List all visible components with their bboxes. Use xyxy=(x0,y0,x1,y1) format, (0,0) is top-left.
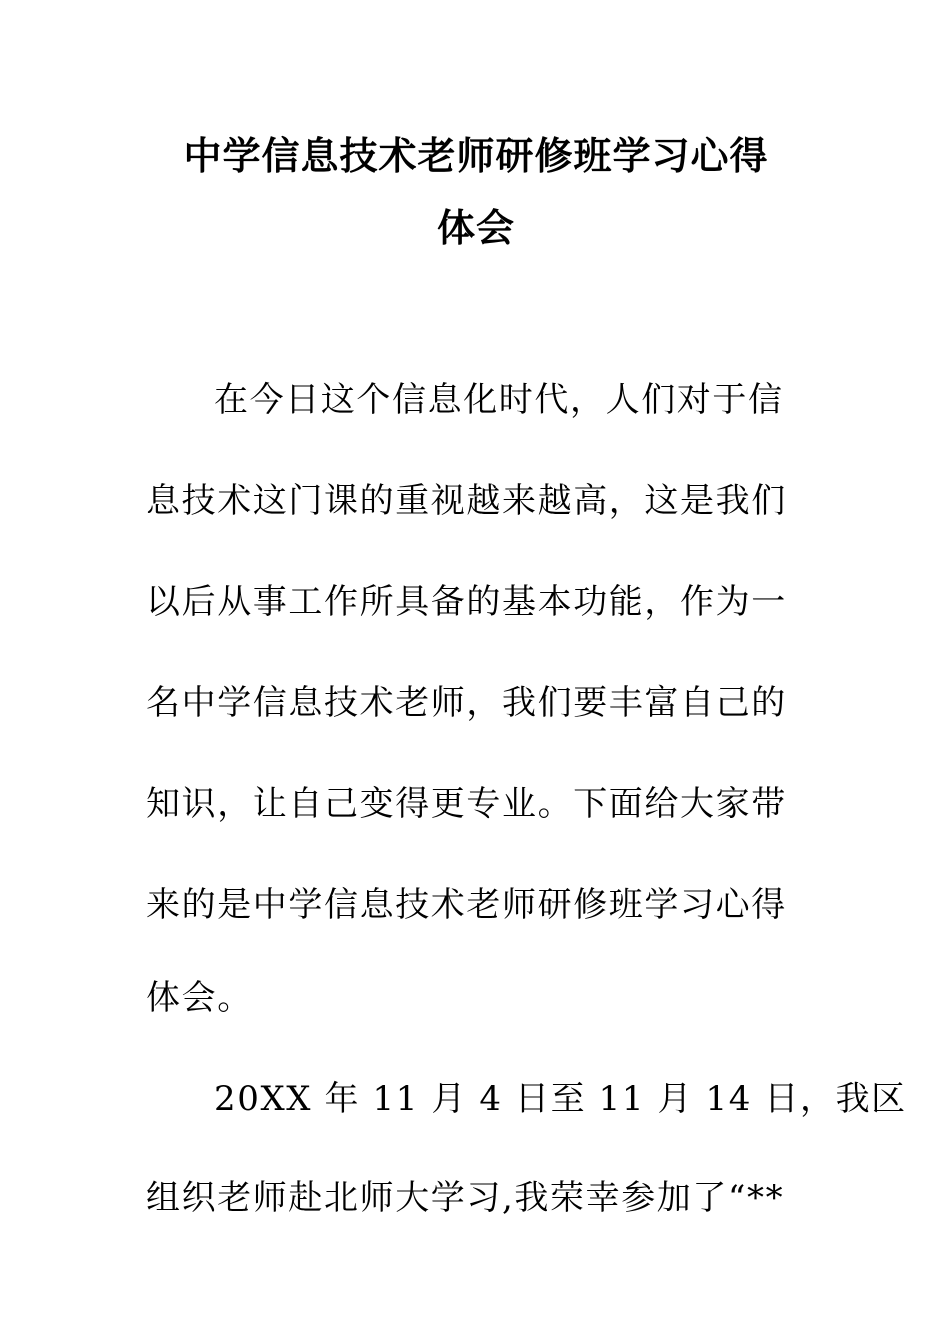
paragraph-1-line-5: 知识，让自己变得更专业。下面给大家带 xyxy=(146,784,787,824)
paragraph-2-line-2: 组织老师赴北师大学习,我荣幸参加了“** xyxy=(146,1178,785,1218)
paragraph-1-line-4: 名中学信息技术老师，我们要丰富自己的 xyxy=(146,683,787,723)
paragraph-1-line-2: 息技术这门课的重视越来越高，这是我们 xyxy=(146,481,787,521)
paragraph-1-line-6: 来的是中学信息技术老师研修班学习心得 xyxy=(146,885,787,925)
paragraph-1-line-3: 以后从事工作所具备的基本功能，作为一 xyxy=(146,582,787,622)
document-title xyxy=(146,120,806,264)
title-line-2: 体会 xyxy=(436,206,515,250)
paragraph-1-line-7: 体会。 xyxy=(146,978,253,1018)
paragraph-1-line-1: 在今日这个信息化时代，人们对于信 xyxy=(214,380,784,420)
paragraph-2-line-1: 20XX 年 11 月 4 日至 11 月 14 日，我区 xyxy=(214,1079,907,1119)
title-line-1: 中学信息技术老师研修班学习心得 xyxy=(183,134,769,178)
